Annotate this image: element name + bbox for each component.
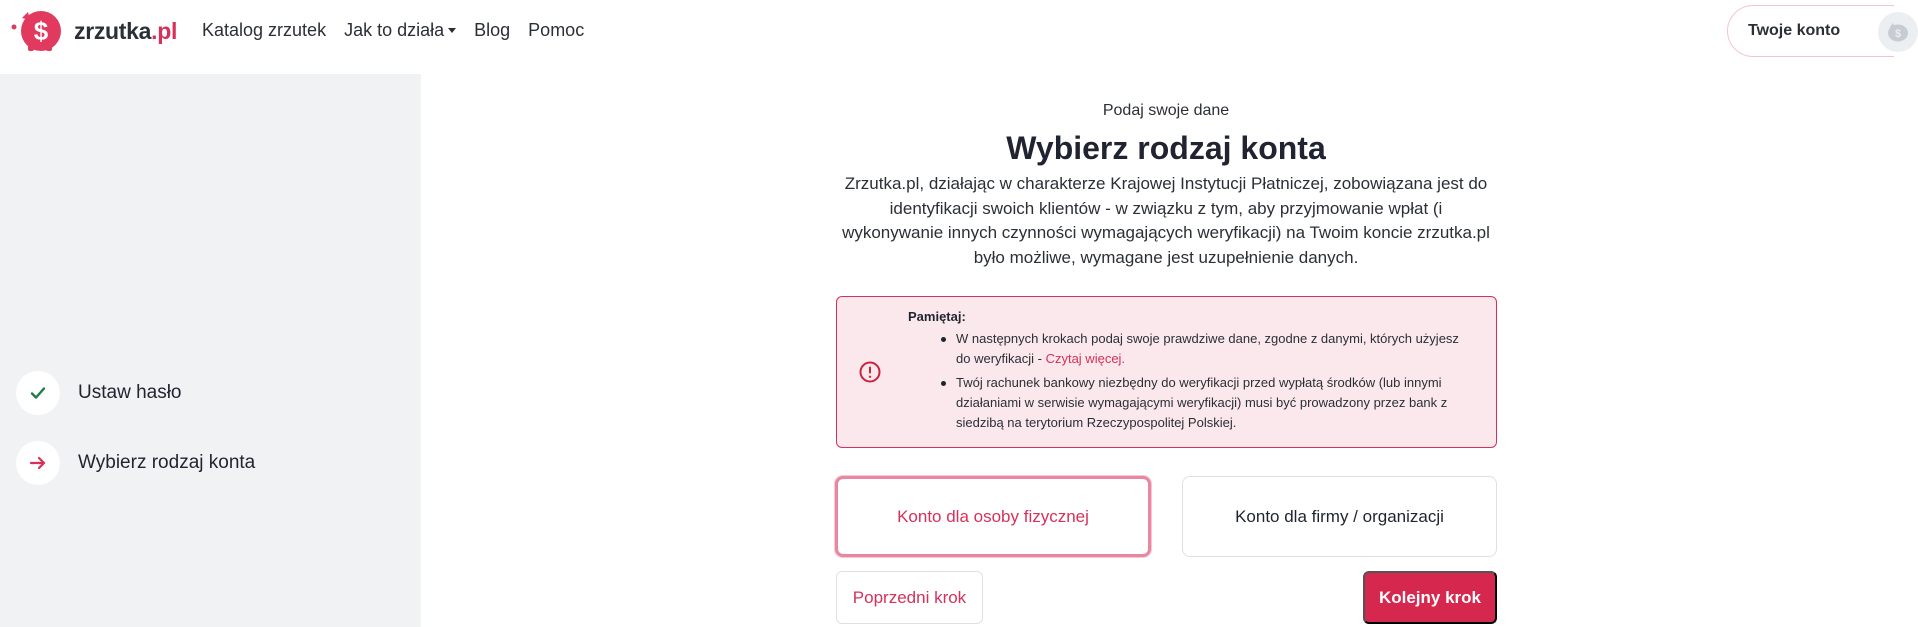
warning-alert [836, 296, 1497, 448]
step-ustaw-haslo [16, 371, 182, 415]
nav-jak-to-dziala-dropdown[interactable]: Jak to działa [344, 20, 456, 41]
top-navbar [0, 0, 1902, 74]
alert-item: Twój rachunek bankowy niezbędny do weryfikacji przed wypłatą środków (lub innymi działaniami w serwisie wymagającymi weryfikacji) musi być prowadzony przez bank z siedzibą na terytorium Rzeczypospolitej Polskiej. [956, 373, 1476, 433]
caret-down-icon [448, 28, 456, 33]
form-subtitle: Podaj swoje dane [1102, 102, 1230, 119]
business-account-option[interactable]: Konto dla firmy / organizacji [1182, 476, 1497, 557]
page-title: Wybierz rodzaj konta [1006, 130, 1326, 166]
logo[interactable] [8, 8, 177, 54]
check-icon [16, 371, 60, 415]
nav-katalog-zrzutek[interactable]: Katalog zrzutek [202, 20, 327, 40]
svg-text:$: $ [1894, 28, 1902, 40]
steps-sidebar [0, 74, 421, 627]
previous-step-button[interactable]: Poprzedni krok [836, 571, 983, 624]
read-more-link[interactable]: Czytaj więcej. [1045, 351, 1126, 366]
personal-account-option[interactable]: Konto dla osoby fizycznej [835, 476, 1151, 557]
logo-text: zrzutka.pl [74, 17, 178, 44]
piggy-bank-logo-icon [8, 8, 70, 54]
nav-pomoc[interactable]: Pomoc [528, 20, 585, 40]
alert-title: Pamiętaj: [908, 309, 966, 324]
step-wybierz-rodzaj-konta [16, 441, 255, 485]
alert-list [956, 329, 1476, 437]
main-nav [202, 20, 602, 41]
step-label: Wybierz rodzaj konta [78, 452, 256, 473]
intro-text: Zrzutka.pl, działając w charakterze Krajowej Instytucji Płatniczej, zobowiązana jest do identyfikacji swoich klientów - w związku z tym, aby przyjmowanie wpłat (i wykonywanie innych czynności wymagających weryfikacji) na Twoim koncie zrzutka.pl było możliwe, wymagane jest uzupełnienie danych. [842, 174, 1490, 267]
main-content [421, 74, 1894, 627]
svg-text:$: $ [33, 16, 49, 46]
alert-item: W następnych krokach podaj swoje prawdziwe dane, zgodne z danymi, których użyjesz do weryfikacji - Czytaj więcej. [956, 329, 1476, 369]
account-label: Twoje konto [1748, 22, 1841, 39]
next-step-button[interactable]: Kolejny krok [1363, 571, 1497, 624]
avatar-icon [1878, 12, 1918, 52]
nav-blog[interactable]: Blog [474, 20, 511, 40]
exclamation-circle-icon [858, 360, 882, 384]
step-label: Ustaw hasło [78, 382, 182, 403]
arrow-right-icon [16, 441, 60, 485]
account-button[interactable] [1727, 5, 1902, 57]
